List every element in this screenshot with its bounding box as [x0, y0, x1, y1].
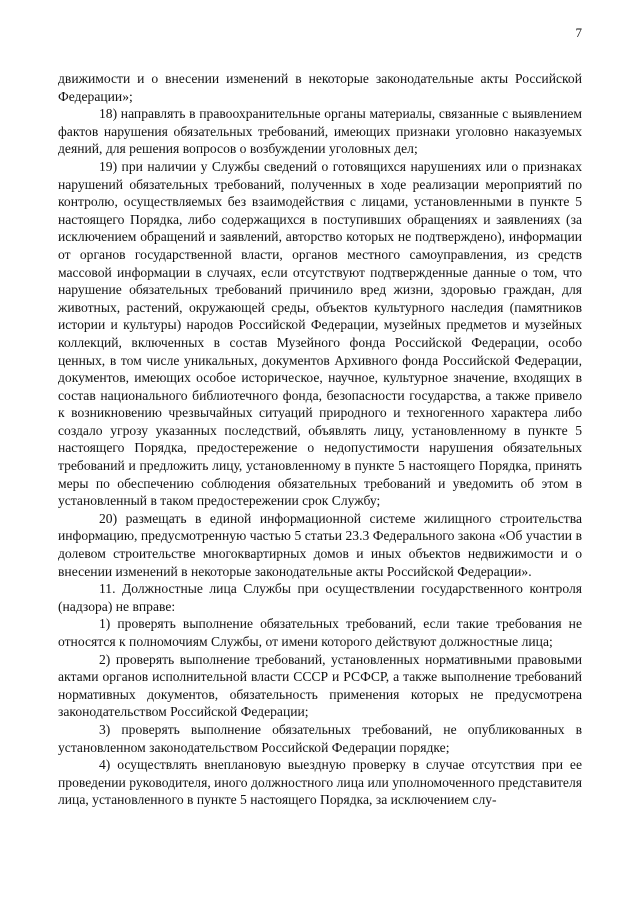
- paragraph-subitem-3: 3) проверять выполнение обязательных требований, не опубликованных в установленном законодательством Российской Федерации порядке;: [58, 721, 582, 755]
- paragraph-section-11: 11. Должностные лица Службы при осуществлении государственного контроля (надзора) не вправе:: [58, 581, 582, 614]
- paragraph-item-19: 19) при наличии у Службы сведений о готовящихся нарушениях или о признаках нарушений обязательных требований, полученных в ходе реализации мероприятий по контролю, осуществляемых без взаимодействия с лицами, установленными в пункте 5 настоящего Порядка, либо содержащихся в поступивших обращениях и заявлениях (за исключением обращений и заявлений, авторство которых не подтверждено), информации от органов государственной власти, органов местного самоуправления, из средств массовой информации в случаях, если отсутствуют подтвержденные данные о том, что нарушение обязательных требований причинило вред жизни, здоровью граждан, для животных, растений, окружающей среды, объектов культурного наследия (памятников истории и культуры) народов Российской Федерации, музейных предметов и музейных коллекций, включенных в состав Музейного фонда Российской Федерации, особо ценных, в том числе уникальных, документов Архивного фонда Российской Федерации, документов, имеющих особое историческое, научное, культурное значение, входящих в состав национального библиотечного фонда, безопасности государства, а также привело к возникновению чрезвычайных ситуаций природного и техногенного характера либо создало угрозу указанных последствий, объявлять лицу, установленному в пункте 5 настоящего Порядка, предостережение о недопустимости нарушения обязательных требований и предложить лицу, установленному в пункте 5 настоящего Порядка, принять меры по обеспечению соблюдения обязательных требований и уведомить об этом в установленный в таком предостережении срок Службу;: [58, 158, 582, 509]
- page-number: 7: [575, 25, 582, 40]
- paragraph-item-18: 18) направлять в правоохранительные органы материалы, связанные с выявлением фактов нарушения обязательных требований, имеющих признаки уголовно наказуемых деяний, для решения вопросов о возбуждении уголовных дел;: [58, 106, 582, 157]
- paragraph-continuation: движимости и о внесении изменений в некоторые законодательные акты Российской Федерации»;: [58, 71, 582, 104]
- paragraph-subitem-1: 1) проверять выполнение обязательных требований, если такие требования не относятся к полномочиям Службы, от имени которого действуют должностные лица;: [58, 616, 582, 649]
- paragraph-item-20: 20) размещать в единой информационной системе жилищного строительства информацию, предусмотренную частью 5 статьи 23.3 Федерального закона «Об участии в долевом строительстве многоквартирных домов и иных объектов недвижимости и о внесении изменений в некоторые законодательные акты Российской Федерации».: [58, 510, 582, 579]
- document-body: [58, 70, 582, 809]
- paragraph-subitem-2: 2) проверять выполнение требований, установленных нормативными правовыми актами органов исполнительной власти СССР и РСФСР, а также выполнение требований нормативных документов, обязательность применения которых не предусмотрена законодательством Российской Федерации;: [58, 651, 582, 720]
- paragraph-subitem-4: 4) осуществлять внеплановую выездную проверку в случае отсутствия при ее проведении руководителя, иного должностного лица или уполномоченного представителя лица, установленного в пункте 5 настоящего Порядка, за исключением слу-: [58, 757, 582, 808]
